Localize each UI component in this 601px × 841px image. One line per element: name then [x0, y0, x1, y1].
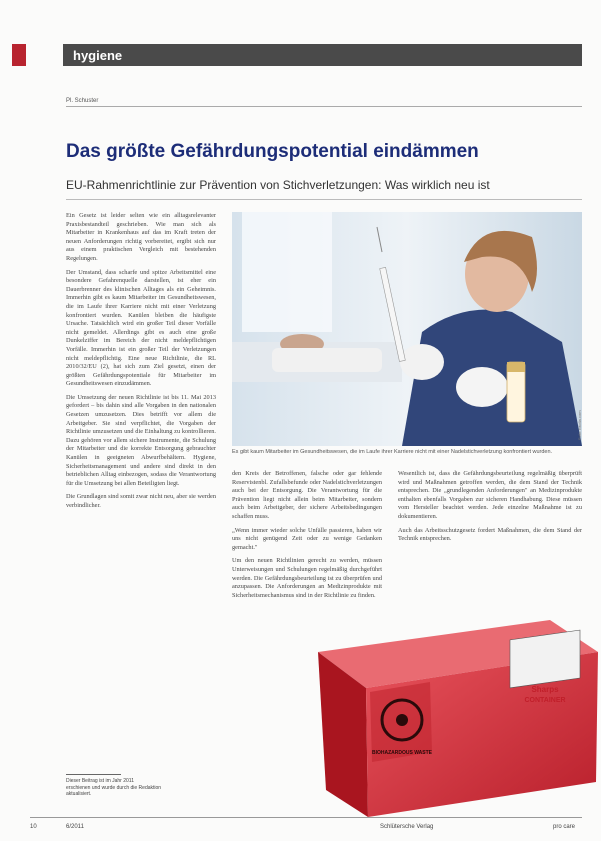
paragraph: Die Grundlagen sind somit zwar nicht neu, aber sie werden verbindlicher.: [66, 493, 216, 509]
sharps-container-illustration: [310, 612, 601, 822]
body-column-1: [66, 212, 216, 516]
photo-caption: Es gibt kaum Mitarbeiter im Gesundheitswesen, die im Laufe ihrer Karriere nicht mit einer Nadelstichverletzung konfrontiert wurden.: [232, 449, 553, 455]
footnote-line: erschienen und wurde durch die Redaktion: [66, 784, 162, 791]
body-column-3: [398, 470, 582, 549]
footnote-divider: [66, 774, 121, 775]
container-warning-label: BIOHAZARDOUS WASTE: [372, 750, 432, 756]
paragraph: Ein Gesetz ist leider selten wie ein alltagsrelevanter Praxisbestandteil geschrieben. Wie man sich als Mitarbeiter in Krankenhaus auf das im Kraft treten der neuen Anforderungen richtig vorbereitet, ergibt sich nur aus einem praktischen Vergleich mit bestehenden Regelungen.: [66, 212, 216, 262]
paragraph: Wesentlich ist, dass die Gefährdungsbeurteilung regelmäßig überprüft wird und Maßnahmen getroffen werden, die dem Stand der Technik entsprechen. Die „grundlegenden Anforderungen" an Medizinprodukte enthalten ebenfalls Vorgaben zur sicheren Handhabung. Diese müssen vom Hersteller beachtet werden. Jede einzelne Maßnahme ist zu dokumentieren.: [398, 470, 582, 520]
magazine-name: pro care: [553, 824, 576, 830]
publisher-name: Schlütersche Verlag: [380, 824, 434, 830]
paragraph: Die Umsetzung der neuen Richtlinie ist bis 11. Mai 2013 gefordert – bis dahin sind alle Vorgaben in den nationalen Gesetzen umzusetzen. Dies betrifft vor allem die Arbeitgeber. Sie sind verpflichtet, die Vorgaben der Richtlinie umzusetzen und die Einhaltung zu kontrollieren. Dazu gehören vor allem sichere Instrumente, die Schulung der Mitarbeiter und die korrekte Entsorgung gebrauchter Kanülen in geeigneten Abwurfbehältern. Hygiene, Sicherheitsmanagement und andere sind direkt in den betrieblichen Alltag einbezogen, sodass die Verantwortung für die Umsetzung bei allen Beteiligten liegt.: [66, 393, 216, 487]
issue-number: 6/2011: [66, 824, 84, 830]
paragraph: Der Umstand, dass scharfe und spitze Arbeitsmittel eine besondere Gefahrenquelle darstellen, ist eher ein Dauerbrenner des klinischen Alltages als ein Geheimnis. Immerhin gibt es kaum Mitarbeiter im Gesundheitswesen, die im Laufe ihrer Karriere nicht mit einer Verletzung konfrontiert wurden. Kanülen bleiben die häufigste Ursache. Tatsächlich wird ein großer Teil dieser Vorfälle nicht gemeldet. Allerdings gibt es auch eine große Dunkelziffer im Bereich der nicht meldepflichtigen Vorfälle. Immerhin ist ein großer Teil der Verletzungen nicht meldepflichtig. Eine neue Richtlinie, die RL 2010/32/EU (2), hat sich zum Ziel gesetzt, einen der größten Gefährdungspotentiale für Mitarbeiter im Gesundheitswesen einzudämmen.: [66, 268, 216, 388]
footnote-line: aktualisiert.: [66, 791, 92, 797]
container-label-line1: Sharps: [531, 685, 559, 694]
paragraph: den Kreis der Betroffenen, falsche oder gar fehlende Reservistenbl. Zufallsbefunde oder Nadelstichverletzungen auch bei der Entsorgung. Die Verantwortung für die Prävention liegt nicht allein beim Mitarbeiter, sondern auch beim Arbeitgeber, der sichere Arbeitsbedingungen schaffen muss.: [232, 470, 382, 520]
photo-illustration: [232, 212, 582, 446]
section-header: [63, 44, 582, 66]
footnote: [66, 778, 216, 798]
paragraph: Um den neuen Richtlinien gerecht zu werden, müssen Unterweisungen und Schulungen regelmäßig durchgeführt werden. Die Gefährdungsbeurteilung ist zu überprüfen und anzupassen. Die Anforderungen an Medizinprodukte mit Sicherheitsmechanismus sind in der Richtlinie zu finden.: [232, 557, 382, 599]
paragraph: „Wenn immer wieder solche Unfälle passieren, haben wir uns nicht genügend Zeit oder zu wenige Gedanken gemacht.": [232, 526, 382, 551]
article-title: Das größte Gefährdungspotential eindämmen: [66, 141, 479, 162]
nurse-syringe-photo: [232, 212, 582, 446]
article-subtitle: EU-Rahmenrichtlinie zur Prävention von Stichverletzungen: Was wirklich neu ist: [66, 178, 490, 192]
paragraph: Auch das Arbeitsschutzgesetz fordert Maßnahmen, die dem Stand der Technik entsprechen.: [398, 526, 582, 543]
subtitle-divider: [66, 199, 582, 200]
sharps-container-image: [310, 612, 601, 822]
photo-credit: Foto: fotolia.com: [577, 410, 582, 440]
section-label: hygiene: [73, 48, 123, 63]
body-column-2: [232, 470, 382, 605]
section-color-marker: [12, 44, 26, 66]
container-label-line2: CONTAINER: [524, 697, 566, 704]
page-number: 10: [30, 824, 37, 830]
footer-divider: [30, 817, 582, 818]
author-line: Pl. Schuster: [66, 98, 99, 104]
header-divider: [66, 106, 582, 107]
footnote-line: Dieser Beitrag ist im Jahr 2011: [66, 778, 134, 784]
